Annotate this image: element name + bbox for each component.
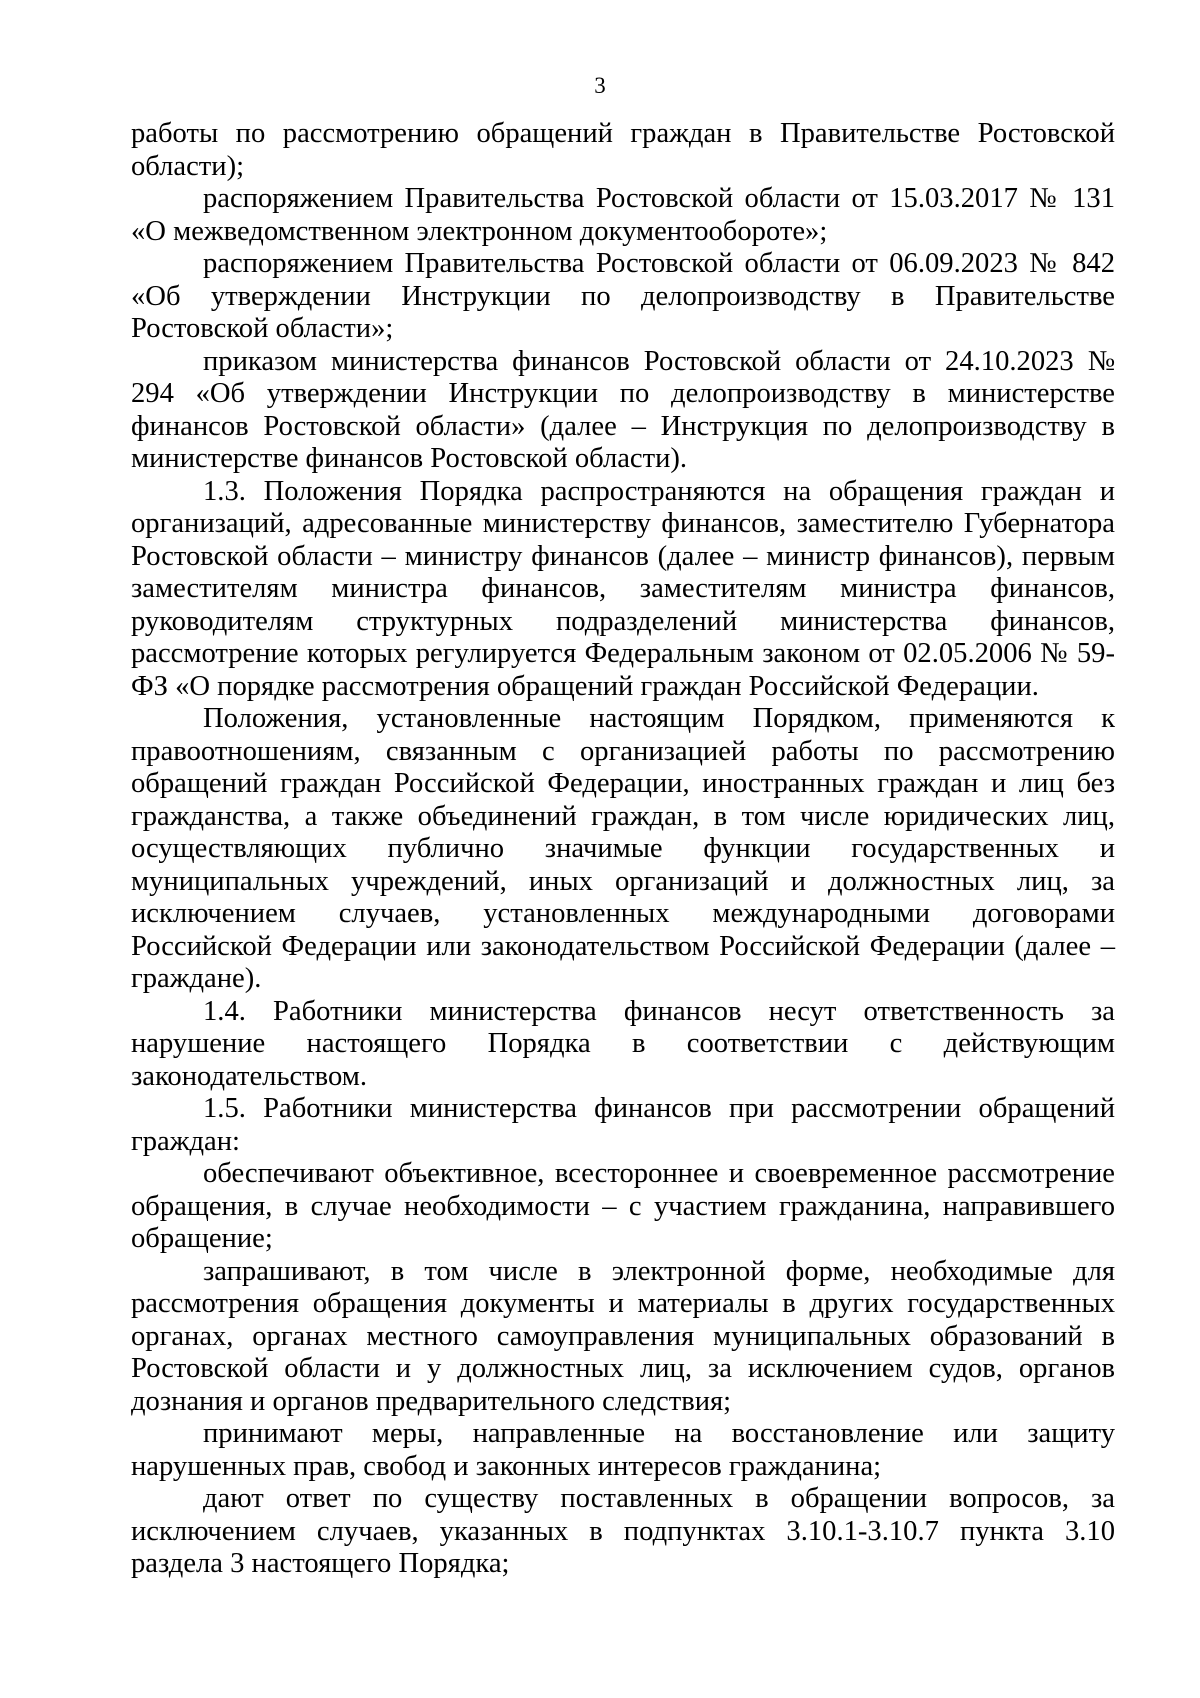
paragraph: распоряжением Правительства Ростовской области от 06.09.2023 № 842 «Об утверждении Инструкции по делопроизводству в Правительстве Ростовской области»; bbox=[131, 248, 1115, 344]
paragraph: приказом министерства финансов Ростовской области от 24.10.2023 № 294 «Об утверждении Инструкции по делопроизводству в министерстве финансов Ростовской области» (далее – Инструкция по делопроизводству в министерстве финансов Ростовской области). bbox=[131, 345, 1115, 474]
paragraph: обеспечивают объективное, всестороннее и своевременное рассмотрение обращения, в случае необходимости – с участием гражданина, направившего обращение; bbox=[131, 1158, 1115, 1254]
paragraph: Положения, установленные настоящим Порядком, применяются к правоотношениям, связанным с организацией работы по рассмотрению обращений граждан Российской Федерации, иностранных граждан и лиц без гражданства, а также объединений граждан, в том числе юридических лиц, осуществляющих публично значимые функции государственных и муниципальных учреждений, иных организаций и должностных лиц, за исключением случаев, установленных международными договорами Российской Федерации или законодательством Российской Федерации (далее – граждане). bbox=[131, 703, 1115, 994]
paragraph: распоряжением Правительства Ростовской области от 15.03.2017 № 131 «О межведомственном электронном документообороте»; bbox=[131, 183, 1115, 247]
paragraph: 1.3. Положения Порядка распространяются на обращения граждан и организаций, адресованные министерству финансов, заместителю Губернатора Ростовской области – министру финансов (далее – министр финансов), первым заместителям министра финансов, заместителям министра финансов, руководителям структурных подразделений министерства финансов, рассмотрение которых регулируется Федеральным законом от 02.05.2006 № 59-ФЗ «О порядке рассмотрения обращений граждан Российской Федерации. bbox=[131, 475, 1115, 702]
paragraph: дают ответ по существу поставленных в обращении вопросов, за исключением случаев, указанных в подпунктах 3.10.1-3.10.7 пункта 3.10 раздела 3 настоящего Порядка; bbox=[131, 1483, 1115, 1579]
paragraph: принимают меры, направленные на восстановление или защиту нарушенных прав, свобод и законных интересов гражданина; bbox=[131, 1418, 1115, 1482]
paragraph: 1.5. Работники министерства финансов при рассмотрении обращений граждан: bbox=[131, 1093, 1115, 1157]
paragraph: запрашивают, в том числе в электронной форме, необходимые для рассмотрения обращения документы и материалы в других государственных органах, органах местного самоуправления муниципальных образований в Ростовской области и у должностных лиц, за исключением судов, органов дознания и органов предварительного следствия; bbox=[131, 1255, 1115, 1417]
page-number: 3 bbox=[594, 73, 606, 98]
paragraph: работы по рассмотрению обращений граждан в Правительстве Ростовской области); bbox=[131, 118, 1115, 182]
document-body bbox=[131, 118, 1115, 1581]
paragraph: 1.4. Работники министерства финансов несут ответственность за нарушение настоящего Порядка в соответствии с действующим законодательством. bbox=[131, 995, 1115, 1092]
